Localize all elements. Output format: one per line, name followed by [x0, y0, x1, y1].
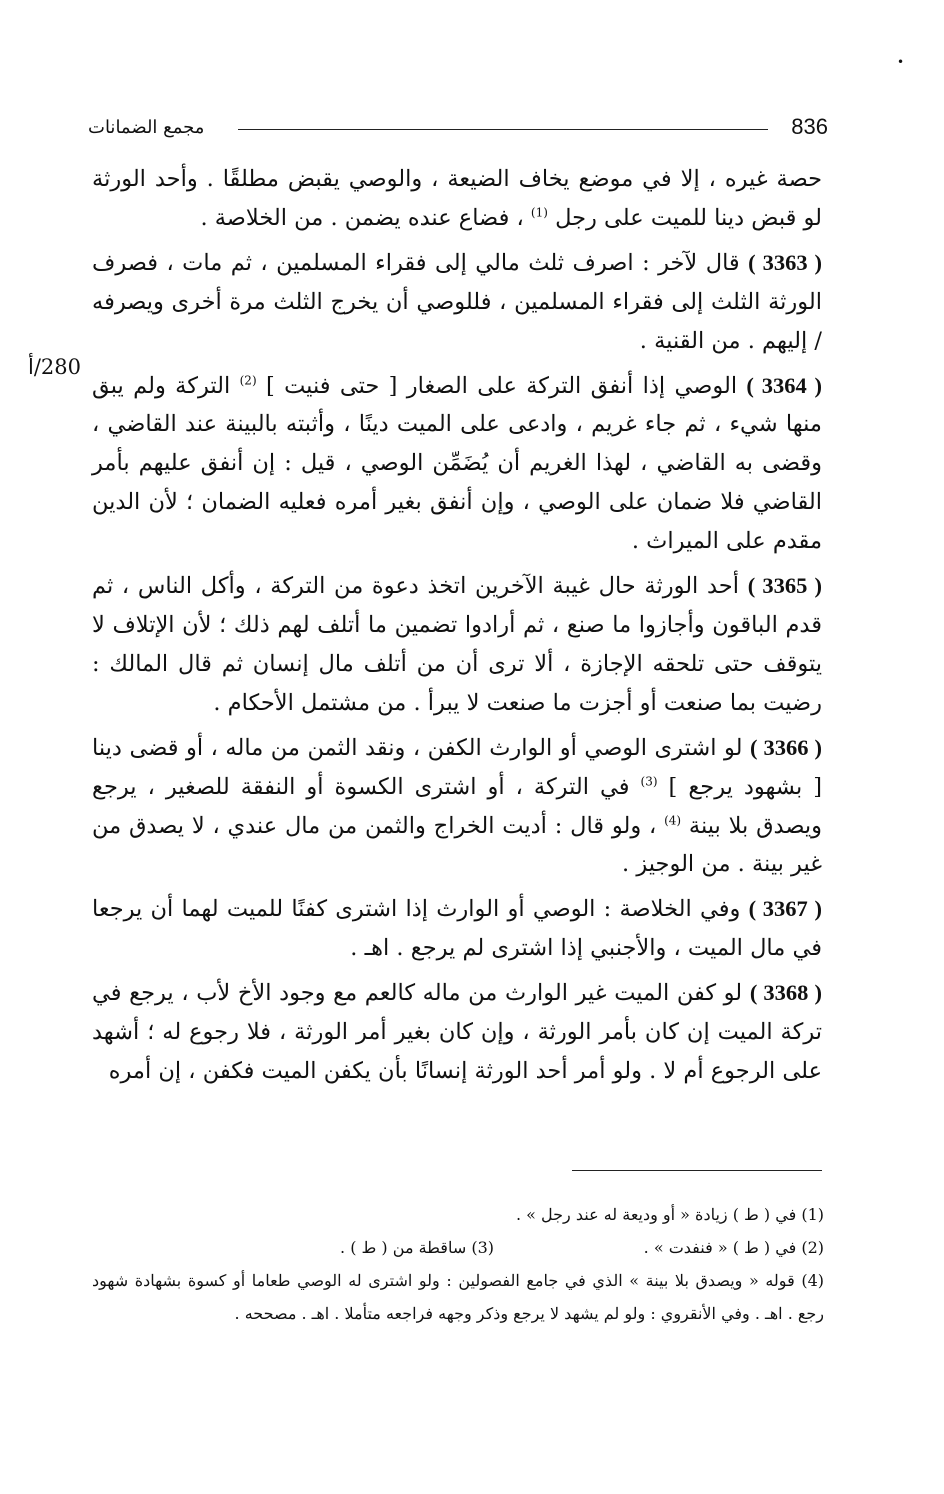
footnote-ref: (2)	[239, 373, 257, 388]
footnote-3: (3) ساقطة من ( ط ) .	[340, 1238, 494, 1257]
folio-margin-note: 280/أ	[28, 355, 82, 379]
entry-number: ( 3368 )	[749, 980, 823, 1006]
footnote-4: (4) قوله « ويصدق بلا بينة » الذي في جامع الفصولين : ولو اشترى له الوصي طعاما أو كسوة بشهادة شهود رجع . اهـ . وفي الأنقروي : ولو لم يشهد لا يرجع وذكر وجهه فراجعه متأملا . اهـ . مصححه .	[92, 1271, 824, 1323]
paragraph-3368	[92, 974, 822, 1091]
paragraph-text: الوصي إذا أنفق التركة على الصغار [ حتى فنيت ]	[265, 372, 738, 399]
paragraph-3367	[92, 890, 822, 968]
entry-number: ( 3363 )	[748, 249, 822, 275]
paragraph-3364	[92, 367, 822, 562]
paragraph-text: لو اشترى الوصي أو الوارث الكفن ، ونقد الثمن من ماله ، أو قضى دينا [ بشهود يرجع ]	[92, 734, 823, 800]
paragraph-text: قال لآخر : اصرف ثلث مالي إلى فقراء المسلمين ، ثم مات ، فصرف الورثة الثلث إلى فقراء المسلمين ، فللوصي أن يخرج الثلث مرة أخرى ويصرفه / إليهم . من القنية .	[92, 249, 822, 354]
entry-number: ( 3364 )	[746, 372, 823, 398]
main-text	[92, 160, 822, 1097]
paragraph-3366	[92, 729, 822, 885]
entry-number: ( 3366 )	[750, 734, 823, 760]
paragraph-text: التركة ولم يبق منها شيء ، ثم جاء غريم ، وادعى على الميت دينًا ، وأثبته بالبينة عند القاضي ، وقضى به القاضي ، لهذا الغريم أن يُضَمِّن الوصي ، قيل : إن أنفق عليهم بأمر القاضي فلا ضمان على الوصي ، وإن أنفق بغير أمره فعليه الضمان ؛ لأن الدين مقدم على الميراث .	[92, 372, 822, 555]
paragraph-text: لو كفن الميت غير الوارث من ماله كالعم مع وجود الأخ لأب ، يرجع في تركة الميت إن كان بأمر الورثة ، وإن كان بغير أمر الورثة ، فلا رجوع له ؛ أشهد على الرجوع أم لا . ولو أمر أحد الورثة إنسانًا بأن يكفن الميت فكفن ، إن أمره	[92, 980, 822, 1084]
ink-dot: •	[897, 55, 905, 69]
paragraph-3365	[92, 567, 822, 723]
footnote-separator	[572, 1170, 822, 1171]
paragraph-text: ، ولو قال : أديت الخراج والثمن من مال عندي ، لا يصدق من غير بينة . من الوجيز .	[92, 812, 822, 878]
page-number: 836	[791, 114, 828, 139]
entry-number: ( 3367 )	[748, 896, 823, 922]
footnote-ref: (4)	[664, 813, 682, 827]
footnote-ref: (3)	[640, 774, 658, 789]
footnotes	[92, 1198, 824, 1330]
entry-number: ( 3365 )	[747, 573, 822, 599]
header-rule	[238, 129, 768, 130]
footnote-2: (2) في ( ط ) « فنفدت » .	[643, 1238, 824, 1257]
footnote-ref: (1)	[530, 205, 548, 220]
paragraph-text: وفي الخلاصة : الوصي أو الوارث إذا اشترى كفنًا للميت لهما أن يرجعا في مال الميت ، والأجنبي إذا اشترى لم يرجع . اهـ .	[92, 896, 822, 962]
running-title: مجمع الضمانات	[88, 117, 205, 138]
paragraph-text: حصة غيره ، إلا في موضع يخاف الضيعة ، والوصي يقبض مطلقًا . وأحد الورثة لو قبض دينا للميت على رجل	[92, 166, 822, 231]
page-header	[88, 112, 828, 146]
paragraph-3363	[92, 244, 822, 361]
footnote-1: (1) في ( ط ) زيادة « أو وديعة له عند رجل » .	[515, 1205, 824, 1224]
paragraph-continuation	[92, 160, 822, 238]
paragraph-text: في التركة ، أو اشترى الكسوة أو النفقة للصغير ، يرجع ويصدق بلا بينة	[92, 773, 823, 839]
paragraph-text: أحد الورثة حال غيبة الآخرين اتخذ دعوة من التركة ، وأكل الناس ، ثم قدم الباقون وأجازوا ما صنع ، ثم أرادوا تضمين ما أتلف لهم ذلك ؛ لأن الإتلاف لا يتوقف حتى تلحقه الإجازة ، ألا ترى أن من أتلف مال إنسان ثم قال المالك : رضيت بما صنعت أو أجزت ما صنعت لا يبرأ . من مشتمل الأحكام .	[92, 573, 822, 716]
paragraph-text: ، فضاع عنده يضمن . من الخلاصة .	[200, 204, 524, 231]
footnote-row	[92, 1231, 824, 1264]
